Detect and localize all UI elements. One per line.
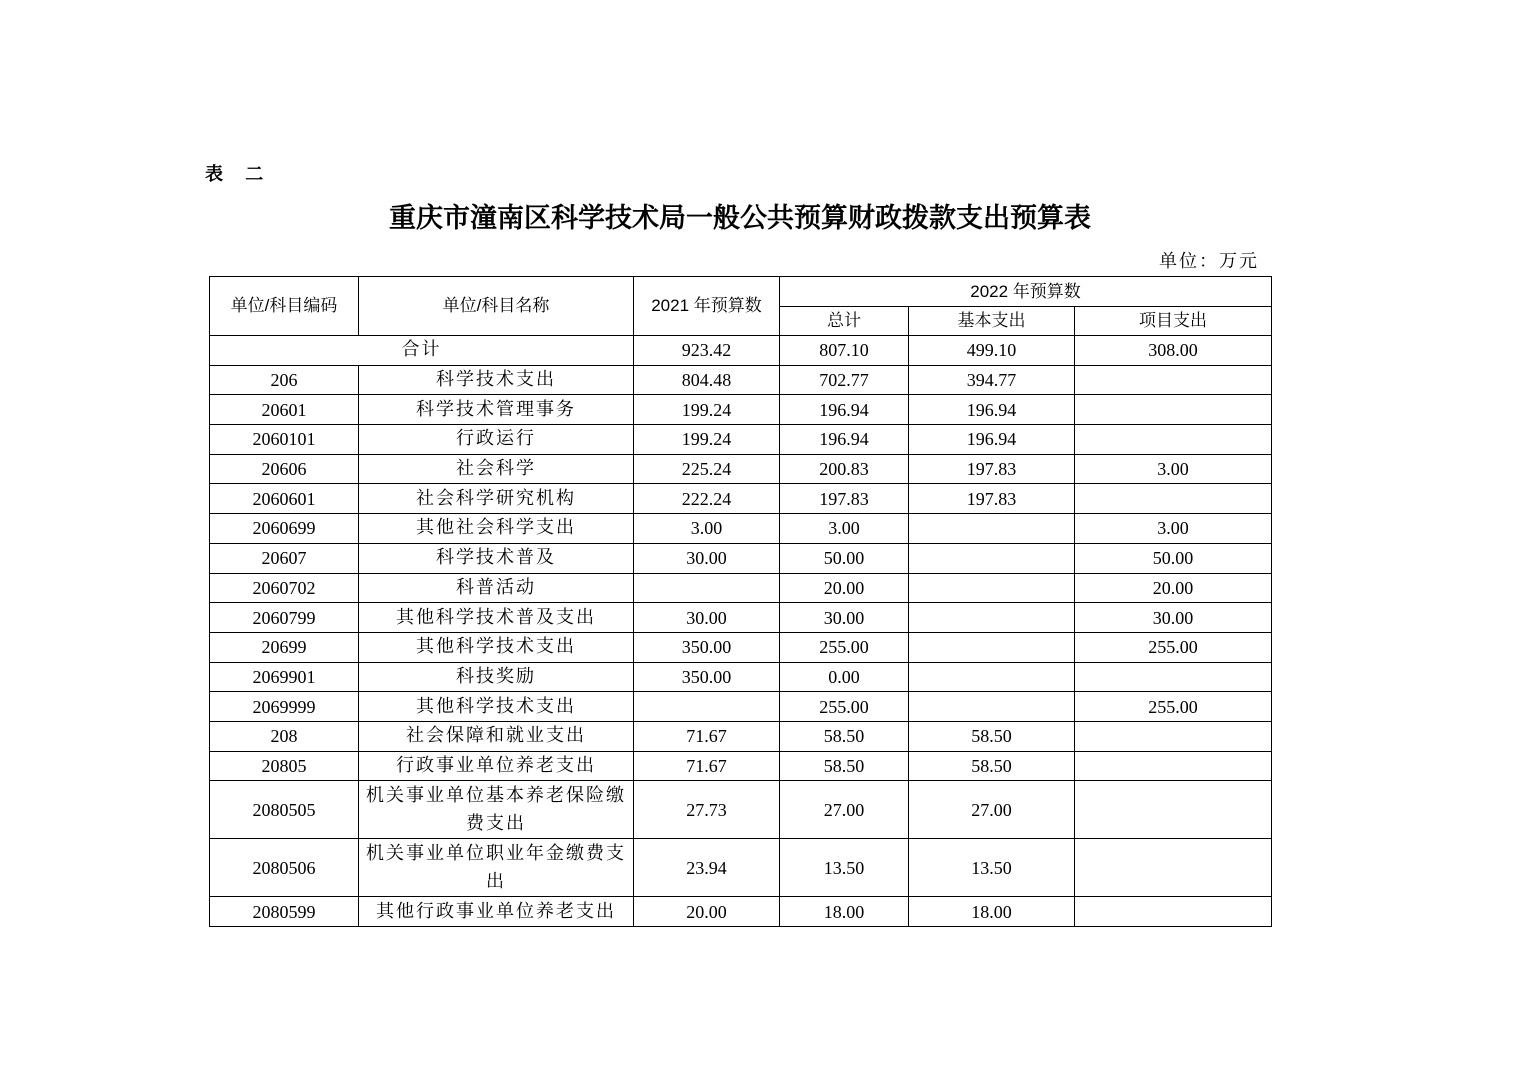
cell-2021: 225.24 (634, 454, 780, 484)
cell-total: 27.00 (780, 781, 909, 839)
cell-name: 行政事业单位养老支出 (359, 751, 634, 781)
cell-name: 机关事业单位基本养老保险缴费支出 (359, 781, 634, 839)
cell-name: 其他科学技术支出 (359, 632, 634, 662)
total-total: 807.10 (780, 336, 909, 366)
cell-code: 2080506 (210, 839, 359, 897)
table-row (210, 839, 1272, 897)
cell-project: 3.00 (1075, 514, 1272, 544)
table-row (210, 425, 1272, 455)
header-project: 项目支出 (1075, 307, 1272, 336)
cell-name: 其他科学技术普及支出 (359, 603, 634, 633)
cell-2021: 30.00 (634, 543, 780, 573)
total-label: 合计 (210, 336, 634, 366)
cell-basic (909, 692, 1075, 722)
cell-code: 2060601 (210, 484, 359, 514)
budget-table (209, 276, 1272, 927)
cell-basic (909, 573, 1075, 603)
cell-2021: 199.24 (634, 395, 780, 425)
header-basic: 基本支出 (909, 307, 1075, 336)
cell-project (1075, 365, 1272, 395)
cell-name: 科普活动 (359, 573, 634, 603)
cell-total: 196.94 (780, 425, 909, 455)
table-label: 表 二 (205, 164, 272, 185)
cell-name: 科技奖励 (359, 662, 634, 692)
table-row (210, 662, 1272, 692)
cell-total: 255.00 (780, 632, 909, 662)
cell-total: 255.00 (780, 692, 909, 722)
cell-2021: 71.67 (634, 751, 780, 781)
cell-name: 社会科学 (359, 454, 634, 484)
cell-2021: 222.24 (634, 484, 780, 514)
cell-project (1075, 662, 1272, 692)
header-name: 单位/科目名称 (359, 277, 634, 336)
cell-basic: 58.50 (909, 751, 1075, 781)
cell-2021: 804.48 (634, 365, 780, 395)
cell-code: 20699 (210, 632, 359, 662)
table-row (210, 543, 1272, 573)
cell-name: 其他科学技术支出 (359, 692, 634, 722)
table-row (210, 514, 1272, 544)
cell-basic: 27.00 (909, 781, 1075, 839)
header-2022: 2022 年预算数 (780, 277, 1272, 307)
cell-project (1075, 781, 1272, 839)
cell-basic: 197.83 (909, 484, 1075, 514)
page-title: 重庆市潼南区科学技术局一般公共预算财政拨款支出预算表 (389, 203, 1091, 234)
cell-total: 13.50 (780, 839, 909, 897)
cell-basic: 394.77 (909, 365, 1075, 395)
cell-2021 (634, 573, 780, 603)
cell-basic: 13.50 (909, 839, 1075, 897)
cell-code: 2060101 (210, 425, 359, 455)
cell-basic (909, 514, 1075, 544)
cell-project (1075, 425, 1272, 455)
cell-project: 255.00 (1075, 692, 1272, 722)
cell-total: 30.00 (780, 603, 909, 633)
cell-code: 20606 (210, 454, 359, 484)
cell-name: 行政运行 (359, 425, 634, 455)
total-project: 308.00 (1075, 336, 1272, 366)
cell-code: 2060799 (210, 603, 359, 633)
cell-name: 科学技术普及 (359, 543, 634, 573)
cell-2021: 350.00 (634, 662, 780, 692)
cell-project (1075, 484, 1272, 514)
cell-total: 196.94 (780, 395, 909, 425)
cell-total: 20.00 (780, 573, 909, 603)
cell-basic: 197.83 (909, 454, 1075, 484)
cell-basic: 58.50 (909, 721, 1075, 751)
cell-total: 0.00 (780, 662, 909, 692)
cell-project: 50.00 (1075, 543, 1272, 573)
cell-code: 20805 (210, 751, 359, 781)
cell-code: 2080599 (210, 897, 359, 927)
cell-2021: 20.00 (634, 897, 780, 927)
cell-project (1075, 751, 1272, 781)
cell-2021 (634, 692, 780, 722)
table-row (210, 781, 1272, 839)
cell-total: 50.00 (780, 543, 909, 573)
table-row (210, 573, 1272, 603)
cell-code: 2069901 (210, 662, 359, 692)
cell-name: 其他社会科学支出 (359, 514, 634, 544)
total-2021: 923.42 (634, 336, 780, 366)
cell-code: 2060699 (210, 514, 359, 544)
cell-basic (909, 603, 1075, 633)
cell-code: 206 (210, 365, 359, 395)
header-code: 单位/科目编码 (210, 277, 359, 336)
cell-total: 18.00 (780, 897, 909, 927)
header-total: 总计 (780, 307, 909, 336)
cell-project (1075, 721, 1272, 751)
table-header (210, 277, 1272, 336)
cell-total: 702.77 (780, 365, 909, 395)
cell-name: 其他行政事业单位养老支出 (359, 897, 634, 927)
cell-code: 20607 (210, 543, 359, 573)
cell-name: 社会科学研究机构 (359, 484, 634, 514)
cell-project (1075, 395, 1272, 425)
unit-label: 单位：万元 (1159, 251, 1259, 272)
table-row (210, 484, 1272, 514)
cell-total: 197.83 (780, 484, 909, 514)
table-body (210, 336, 1272, 927)
cell-total: 58.50 (780, 751, 909, 781)
table-row (210, 721, 1272, 751)
table-row (210, 395, 1272, 425)
cell-2021: 350.00 (634, 632, 780, 662)
table-row (210, 692, 1272, 722)
table-row (210, 897, 1272, 927)
cell-name: 社会保障和就业支出 (359, 721, 634, 751)
cell-2021: 199.24 (634, 425, 780, 455)
table-row (210, 632, 1272, 662)
cell-basic: 196.94 (909, 395, 1075, 425)
cell-total: 3.00 (780, 514, 909, 544)
cell-project (1075, 839, 1272, 897)
cell-name: 科学技术支出 (359, 365, 634, 395)
cell-name: 科学技术管理事务 (359, 395, 634, 425)
cell-project: 3.00 (1075, 454, 1272, 484)
total-basic: 499.10 (909, 336, 1075, 366)
cell-2021: 71.67 (634, 721, 780, 751)
table-row (210, 365, 1272, 395)
table-row (210, 751, 1272, 781)
cell-2021: 3.00 (634, 514, 780, 544)
cell-code: 20601 (210, 395, 359, 425)
cell-basic: 18.00 (909, 897, 1075, 927)
table-row (210, 454, 1272, 484)
cell-project: 255.00 (1075, 632, 1272, 662)
cell-code: 2080505 (210, 781, 359, 839)
cell-name: 机关事业单位职业年金缴费支出 (359, 839, 634, 897)
cell-basic (909, 662, 1075, 692)
header-2021: 2021 年预算数 (634, 277, 780, 336)
cell-project: 30.00 (1075, 603, 1272, 633)
cell-code: 2069999 (210, 692, 359, 722)
cell-code: 208 (210, 721, 359, 751)
table-row (210, 603, 1272, 633)
cell-basic: 196.94 (909, 425, 1075, 455)
cell-total: 200.83 (780, 454, 909, 484)
cell-2021: 30.00 (634, 603, 780, 633)
cell-2021: 27.73 (634, 781, 780, 839)
cell-2021: 23.94 (634, 839, 780, 897)
cell-basic (909, 632, 1075, 662)
cell-basic (909, 543, 1075, 573)
cell-project: 20.00 (1075, 573, 1272, 603)
cell-total: 58.50 (780, 721, 909, 751)
cell-project (1075, 897, 1272, 927)
total-row (210, 336, 1272, 366)
cell-code: 2060702 (210, 573, 359, 603)
